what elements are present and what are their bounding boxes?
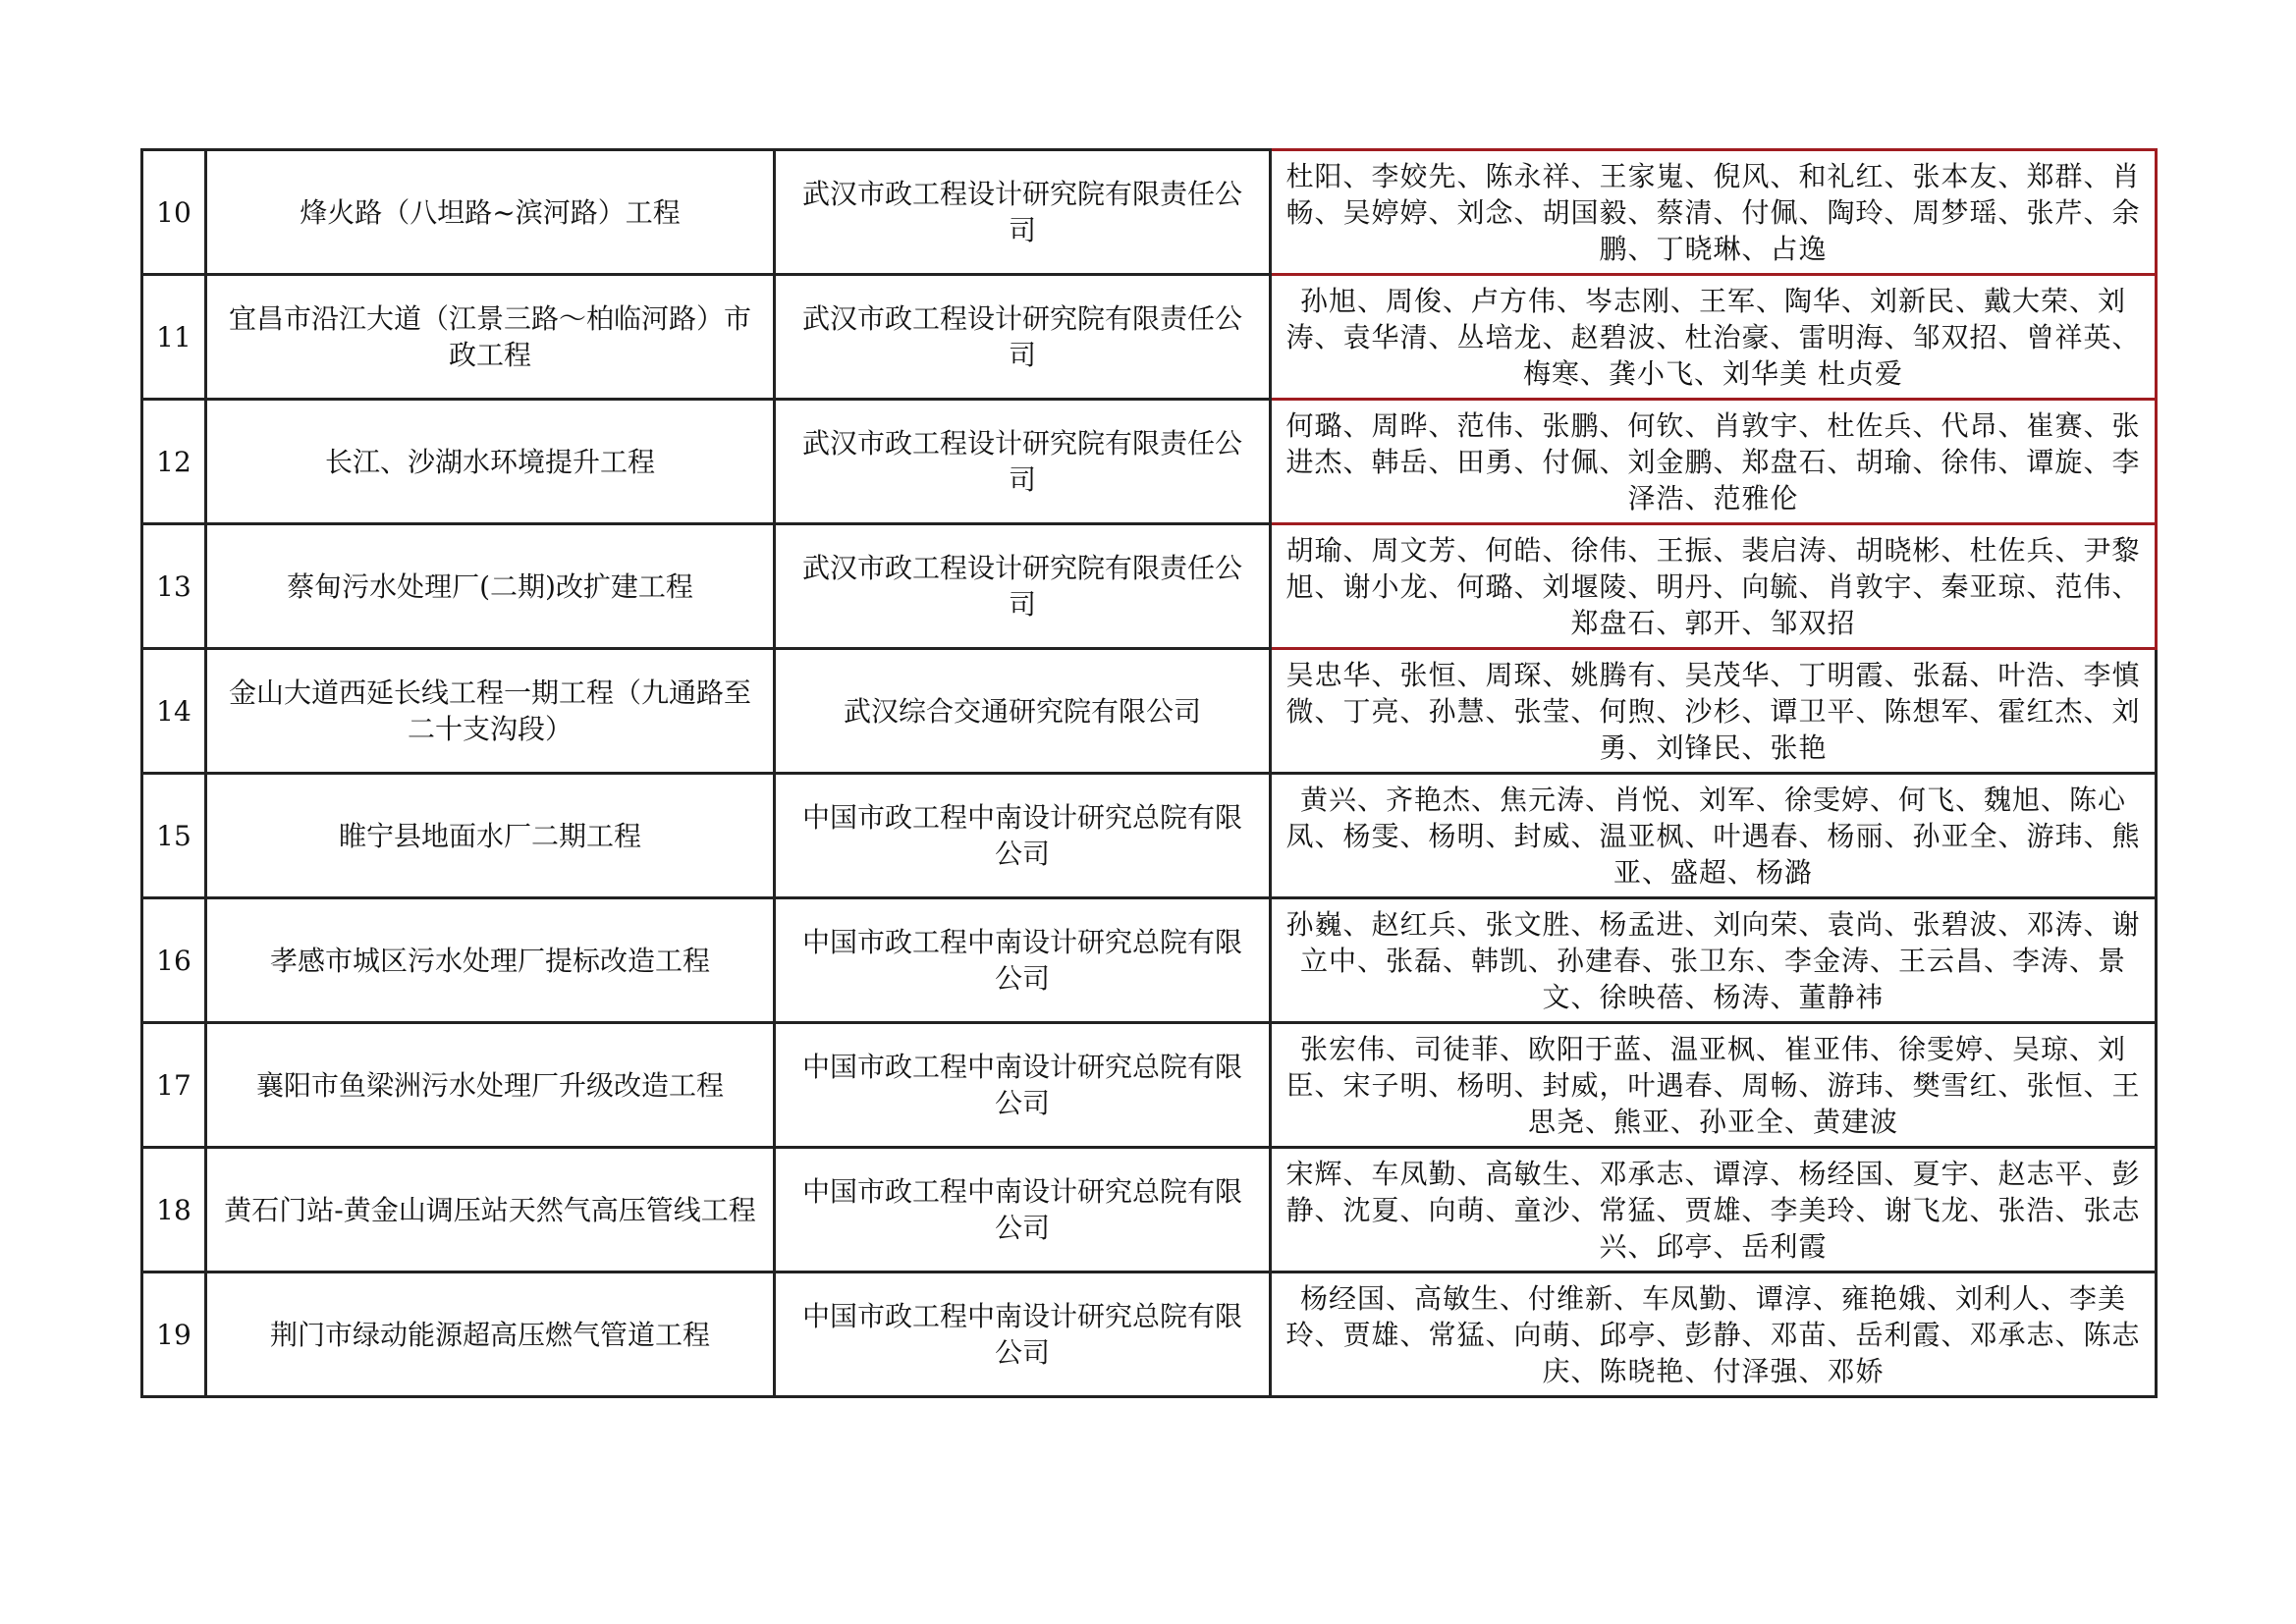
row-number: 17 xyxy=(142,1023,206,1148)
project-name: 长江、沙湖水环境提升工程 xyxy=(206,400,775,524)
table-row xyxy=(142,774,2157,898)
table-row xyxy=(142,150,2157,275)
team-members: 杜阳、李姣先、陈永祥、王家嵬、倪风、和礼红、张本友、郑群、肖畅、吴婷婷、刘念、胡国毅、蔡清、付佩、陶玲、周梦瑶、张芹、余鹏、丁晓琳、占逸 xyxy=(1271,150,2157,275)
design-unit: 武汉市政工程设计研究院有限责任公司 xyxy=(775,150,1271,275)
project-name: 金山大道西延长线工程一期工程（九通路至二十支沟段） xyxy=(206,649,775,774)
design-unit: 中国市政工程中南设计研究总院有限公司 xyxy=(775,774,1271,898)
row-number: 10 xyxy=(142,150,206,275)
design-unit: 武汉市政工程设计研究院有限责任公司 xyxy=(775,275,1271,400)
row-number: 19 xyxy=(142,1272,206,1397)
project-name: 蔡甸污水处理厂(二期)改扩建工程 xyxy=(206,524,775,649)
table-body xyxy=(142,150,2157,1397)
project-name: 荆门市绿动能源超高压燃气管道工程 xyxy=(206,1272,775,1397)
team-members: 孙巍、赵红兵、张文胜、杨孟进、刘向荣、袁尚、张碧波、邓涛、谢立中、张磊、韩凯、孙建春、张卫东、李金涛、王云昌、李涛、景文、徐映蓓、杨涛、董静祎 xyxy=(1271,898,2157,1023)
table-row xyxy=(142,1148,2157,1272)
team-members: 胡瑜、周文芳、何皓、徐伟、王振、裴启涛、胡晓彬、杜佐兵、尹黎旭、谢小龙、何璐、刘堰陵、明丹、向毓、肖敦宇、秦亚琼、范伟、郑盘石、郭开、邹双招 xyxy=(1271,524,2157,649)
row-number: 16 xyxy=(142,898,206,1023)
team-members: 何璐、周晔、范伟、张鹏、何钦、肖敦宇、杜佐兵、代昂、崔赛、张进杰、韩岳、田勇、付佩、刘金鹏、郑盘石、胡瑜、徐伟、谭旋、李泽浩、范雅伦 xyxy=(1271,400,2157,524)
row-number: 15 xyxy=(142,774,206,898)
project-name: 睢宁县地面水厂二期工程 xyxy=(206,774,775,898)
team-members: 孙旭、周俊、卢方伟、岑志刚、王军、陶华、刘新民、戴大荣、刘涛、袁华清、丛培龙、赵碧波、杜治豪、雷明海、邹双招、曾祥英、梅寒、龚小飞、刘华美 杜贞爱 xyxy=(1271,275,2157,400)
row-number: 18 xyxy=(142,1148,206,1272)
design-unit: 武汉市政工程设计研究院有限责任公司 xyxy=(775,400,1271,524)
table-row xyxy=(142,1272,2157,1397)
team-members: 吴忠华、张恒、周琛、姚腾有、吴茂华、丁明霞、张磊、叶浩、李慎微、丁亮、孙慧、张莹、何煦、沙杉、谭卫平、陈想军、霍红杰、刘勇、刘锋民、张艳 xyxy=(1271,649,2157,774)
row-number: 13 xyxy=(142,524,206,649)
table-row xyxy=(142,649,2157,774)
design-unit: 中国市政工程中南设计研究总院有限公司 xyxy=(775,1148,1271,1272)
team-members: 黄兴、齐艳杰、焦元涛、肖悦、刘军、徐雯婷、何飞、魏旭、陈心凤、杨雯、杨明、封威、温亚枫、叶遇春、杨丽、孙亚全、游玮、熊亚、盛超、杨潞 xyxy=(1271,774,2157,898)
design-unit: 中国市政工程中南设计研究总院有限公司 xyxy=(775,1023,1271,1148)
design-unit: 中国市政工程中南设计研究总院有限公司 xyxy=(775,898,1271,1023)
table-row xyxy=(142,1023,2157,1148)
row-number: 12 xyxy=(142,400,206,524)
team-members: 宋辉、车凤勤、高敏生、邓承志、谭淳、杨经国、夏宇、赵志平、彭静、沈夏、向萌、童沙、常猛、贾雄、李美玲、谢飞龙、张浩、张志兴、邱亭、岳利霞 xyxy=(1271,1148,2157,1272)
row-number: 11 xyxy=(142,275,206,400)
design-unit: 中国市政工程中南设计研究总院有限公司 xyxy=(775,1272,1271,1397)
project-name: 黄石门站-黄金山调压站天然气高压管线工程 xyxy=(206,1148,775,1272)
project-name: 孝感市城区污水处理厂提标改造工程 xyxy=(206,898,775,1023)
table-row xyxy=(142,524,2157,649)
row-number: 14 xyxy=(142,649,206,774)
table-row xyxy=(142,275,2157,400)
table-row xyxy=(142,898,2157,1023)
design-unit: 武汉综合交通研究院有限公司 xyxy=(775,649,1271,774)
project-name: 襄阳市鱼梁洲污水处理厂升级改造工程 xyxy=(206,1023,775,1148)
table-row xyxy=(142,400,2157,524)
design-unit: 武汉市政工程设计研究院有限责任公司 xyxy=(775,524,1271,649)
project-name: 宜昌市沿江大道（江景三路～柏临河路）市政工程 xyxy=(206,275,775,400)
team-members: 张宏伟、司徒菲、欧阳于蓝、温亚枫、崔亚伟、徐雯婷、吴琼、刘臣、宋子明、杨明、封威，叶遇春、周畅、游玮、樊雪红、张恒、王思尧、熊亚、孙亚全、黄建波 xyxy=(1271,1023,2157,1148)
project-name: 烽火路（八坦路~滨河路）工程 xyxy=(206,150,775,275)
award-list-table xyxy=(140,148,2158,1398)
team-members: 杨经国、高敏生、付维新、车凤勤、谭淳、雍艳娥、刘利人、李美玲、贾雄、常猛、向萌、邱亭、彭静、邓苗、岳利霞、邓承志、陈志庆、陈晓艳、付泽强、邓娇 xyxy=(1271,1272,2157,1397)
